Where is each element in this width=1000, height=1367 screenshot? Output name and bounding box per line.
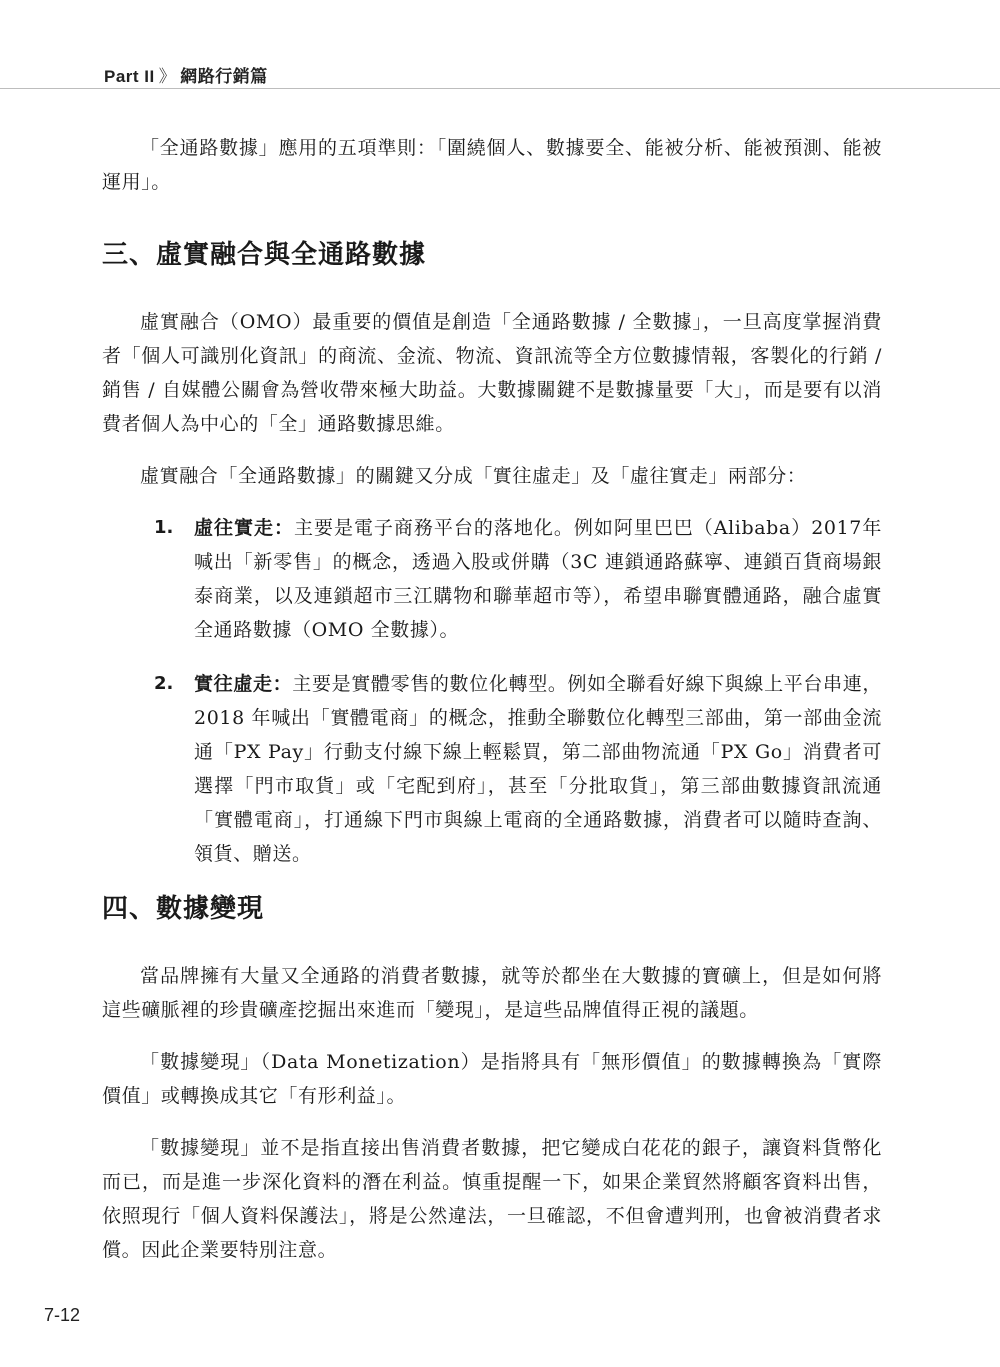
section-3-heading: 三、虛實融合與全通路數據 bbox=[102, 240, 427, 270]
list-item-body bbox=[194, 511, 882, 647]
section-4-paragraph-1: 當品牌擁有大量又全通路的消費者數據，就等於都坐在大數據的寶礦上，但是如何將這些礦脈裡的珍貴礦產挖掘出來進而「變現」，是這些品牌值得正視的議題。 bbox=[102, 965, 882, 1021]
list-item-2 bbox=[102, 667, 882, 871]
section-3-paragraph-2: 虛實融合「全通路數據」的關鍵又分成「實往虛走」及「虛往實走」兩部分： bbox=[140, 465, 807, 487]
list-item-term: 實往虛走： bbox=[194, 673, 293, 695]
list-item-text: 主要是電子商務平台的落地化。例如阿里巴巴（Alibaba）2017年喊出「新零售」的概念，透過入股或併購（3C 連鎖通路蘇寧、連鎖百貨商場銀泰商業，以及連鎖超市三江購物和聯華超市等），希望串聯實體通路，融合虛實全通路數據（OMO 全數據）。 bbox=[194, 517, 882, 641]
page-body bbox=[102, 131, 882, 1285]
running-header bbox=[0, 0, 1000, 88]
list-item-text: 主要是實體零售的數位化轉型。例如全聯看好線下與線上平台串連，2018 年喊出「實體電商」的概念，推動全聯數位化轉型三部曲，第一部曲金流通「PX Pay」行動支付線下線上輕鬆買，第二部曲物流通「PX Go」消費者可選擇「門市取貨」或「宅配到府」，甚至「分批取貨」，第三部曲數據資訊流通「實體電商」，打通線下門市與線上電商的全通路數據，消費者可以隨時查詢、領貨、贈送。 bbox=[194, 673, 882, 865]
page-number: 7-12 bbox=[44, 1305, 81, 1325]
header-chapter-title: 網路行銷篇 bbox=[180, 67, 268, 86]
header-separator: 》 bbox=[158, 67, 177, 86]
list-item-number: 1. bbox=[154, 517, 174, 538]
header-divider bbox=[0, 88, 1000, 89]
running-header-title bbox=[104, 62, 268, 87]
section-4-paragraph-3: 「數據變現」並不是指直接出售消費者數據，把它變成白花花的銀子，讓資料貨幣化而已，而是進一步深化資料的潛在利益。慎重提醒一下，如果企業貿然將顧客資料出售，依照現行「個人資料保護法」，將是公然違法，一旦確認，不但會遭判刑，也會被消費者求償。因此企業要特別注意。 bbox=[102, 1137, 882, 1261]
section-4-heading: 四、數據變現 bbox=[102, 894, 265, 924]
section-4-paragraph-2: 「數據變現」（Data Monetization）是指將具有「無形價值」的數據轉換為「實際價值」或轉換成其它「有形利益」。 bbox=[102, 1051, 882, 1107]
section-3-paragraph-1: 虛實融合（OMO）最重要的價值是創造「全通路數據 / 全數據」，一旦高度掌握消費者「個人可識別化資訊」的商流、金流、物流、資訊流等全方位數據情報，客製化的行銷 / 銷售 / 自媒體公關會為營收帶來極大助益。大數據關鍵不是數據量要「大」，而是要有以消費者個人為中心的「全」通路數據思維。 bbox=[102, 311, 882, 435]
header-part: Part II bbox=[104, 67, 155, 86]
intro-paragraph: 「全通路數據」應用的五項準則：「圍繞個人、數據要全、能被分析、能被預測、能被運用」。 bbox=[102, 137, 882, 193]
list-item-term: 虛往實走： bbox=[194, 517, 294, 539]
list-item-1 bbox=[102, 511, 882, 647]
list-item-body bbox=[194, 667, 882, 871]
list-item-number: 2. bbox=[154, 673, 174, 694]
